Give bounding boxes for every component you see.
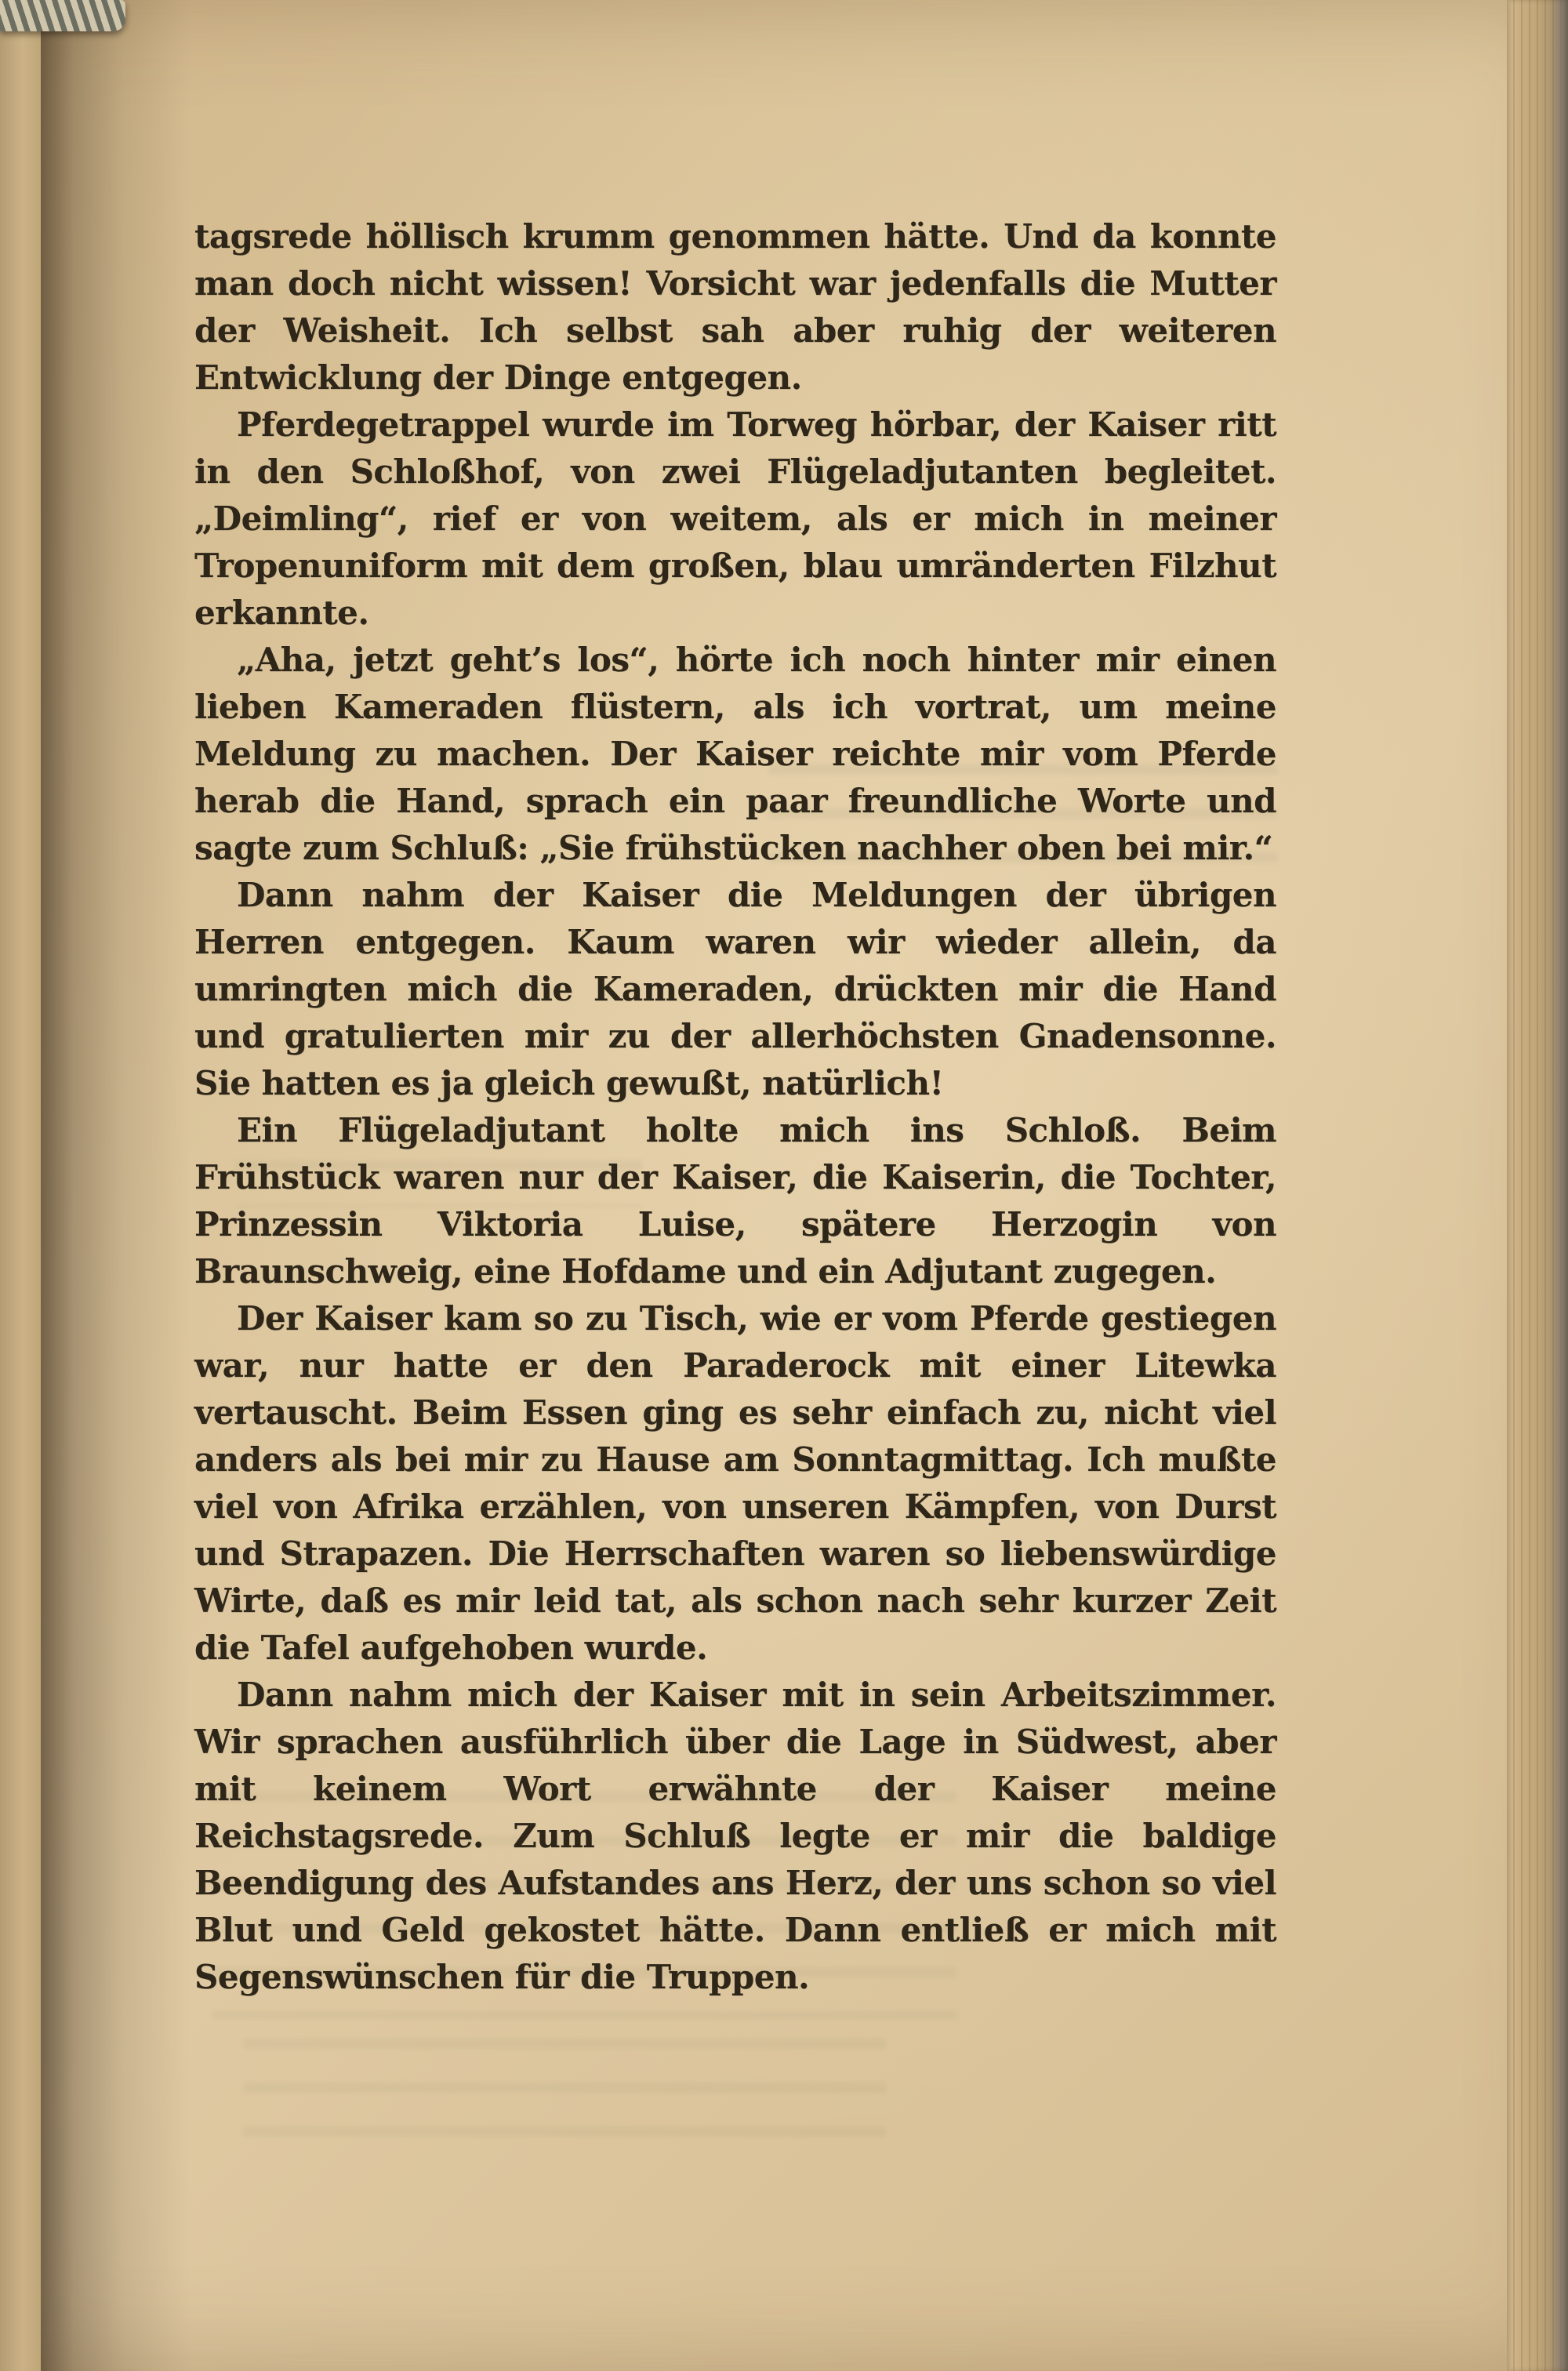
paragraph-continuation: tagsrede höllisch krumm genommen hätte. Und da konnte man doch nicht wissen! Vorsicht war jedenfalls die Mutter der Weisheit. Ich selbst sah aber ruhig der weiteren Entwicklung der Dinge entgegen. — [194, 217, 1276, 397]
paragraph: Der Kaiser kam so zu Tisch, wie er vom Pferde gestiegen war, nur hatte er den Paraderock mit einer Litewka vertauscht. Beim Essen ging es sehr einfach zu, nicht viel anders als bei mir zu Hause am Sonntagmittag. Ich mußte viel von Afrika erzählen, von unseren Kämpfen, von Durst und Strapazen. Die Herrschaften waren so liebenswürdige Wirte, daß es mir leid tat, als schon nach sehr kurzer Zeit die Tafel aufgehoben wurde. — [194, 1299, 1276, 1667]
show-through-text — [243, 2039, 886, 2156]
paragraph: Pferdegetrappel wurde im Torweg hörbar, der Kaiser ritt in den Schloßhof, von zwei Flügeladjutanten begleitet. „Deimling“, rief er von weitem, als er mich in meiner Tropenuniform mit dem großen, blau umränderten Filzhut erkannte. — [194, 405, 1276, 632]
gutter-shadow — [41, 0, 190, 2371]
paragraph: Ein Flügeladjutant holte mich ins Schloß. Beim Frühstück waren nur der Kaiser, die Kaiserin, die Tochter, Prinzessin Viktoria Luise, spätere Herzogin von Braunschweig, eine Hofdame und ein Adjutant zugegen. — [194, 1111, 1276, 1291]
page-text-block — [194, 213, 1276, 2001]
paragraph: Dann nahm mich der Kaiser mit in sein Arbeitszimmer. Wir sprachen ausführlich über die Lage in Südwest, aber mit keinem Wort erwähnte der Kaiser meine Reichstagsrede. Zum Schluß legte er mir die baldige Beendigung des Aufstandes ans Herz, der uns schon so viel Blut und Geld gekostet hätte. Dann entließ er mich mit Segenswünschen für die Truppen. — [194, 1676, 1276, 1996]
paragraph: Dann nahm der Kaiser die Meldungen der übrigen Herren entgegen. Kaum waren wir wieder allein, da umringten mich die Kameraden, drückten mir die Hand und gratulierten mir zu der allerhöchsten Gnadensonne. Sie hatten es ja gleich gewußt, natürlich! — [194, 876, 1276, 1102]
book-headband — [0, 0, 125, 31]
binding-left-edge — [0, 0, 41, 2371]
page-edges-right — [1507, 0, 1568, 2371]
paragraph: „Aha, jetzt geht’s los“, hörte ich noch hinter mir einen lieben Kameraden flüstern, als ich vortrat, um meine Meldung zu machen. Der Kaiser reichte mir vom Pferde herab die Hand, sprach ein paar freundliche Worte und sagte zum Schluß: „Sie frühstücken nachher oben bei mir.“ — [194, 641, 1276, 867]
